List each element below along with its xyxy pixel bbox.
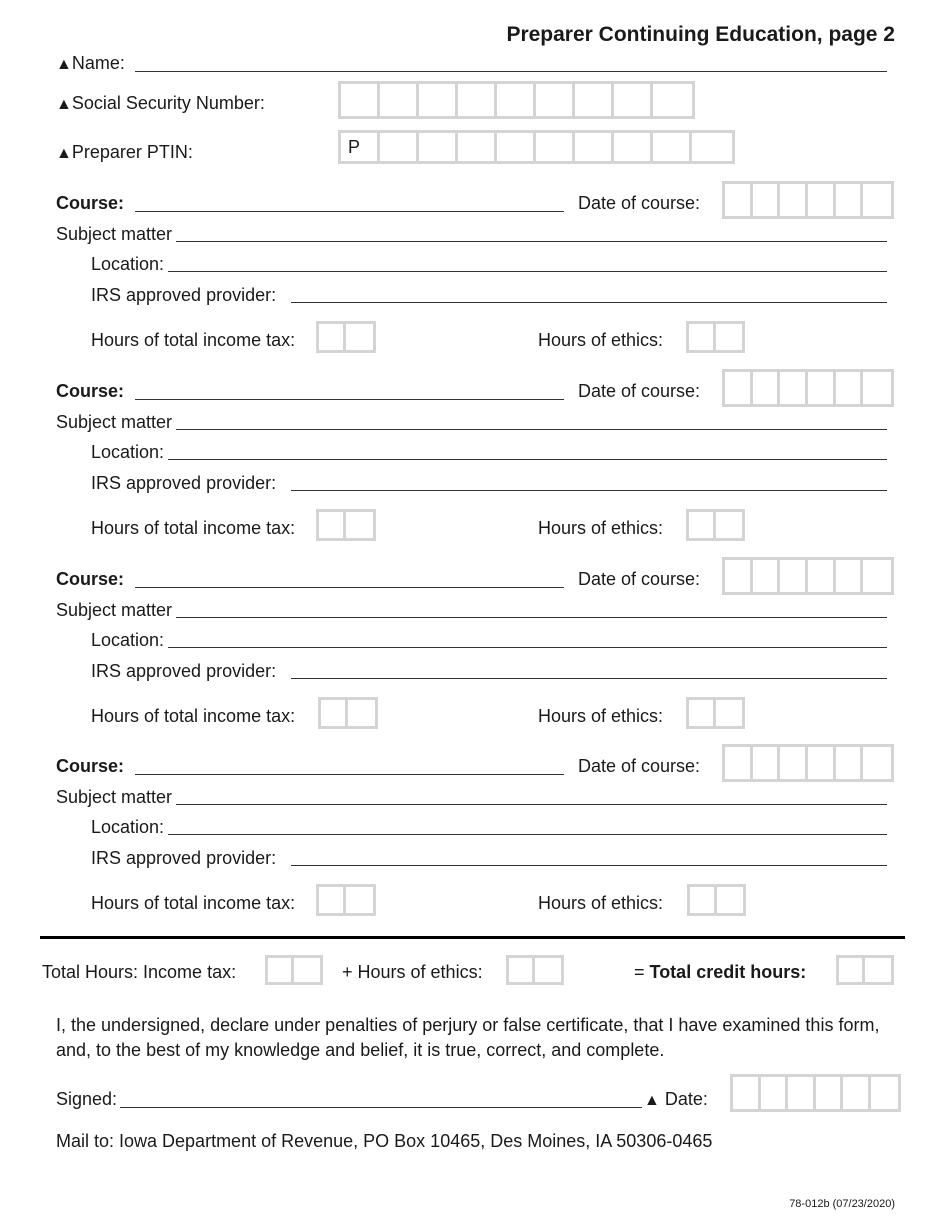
digit-cell[interactable] <box>808 372 836 404</box>
digit-cell[interactable] <box>836 747 864 779</box>
ssn-field[interactable] <box>338 81 695 119</box>
digit-cell[interactable] <box>346 512 373 538</box>
digit-cell[interactable] <box>780 372 808 404</box>
date-of-course-field[interactable] <box>722 557 894 595</box>
digit-cell[interactable] <box>808 747 836 779</box>
name-label-group <box>56 53 125 75</box>
digit-cell[interactable] <box>689 324 716 350</box>
ssn-digit[interactable] <box>341 84 380 116</box>
income-tax-hours-label: Hours of total income tax: <box>91 893 296 913</box>
location-label: Location: <box>91 254 165 274</box>
ssn-digit[interactable] <box>653 84 692 116</box>
date-of-course-label: Date of course: <box>578 569 701 589</box>
signature-date-label: Date: <box>664 1089 708 1109</box>
ptin-digit[interactable] <box>419 133 458 161</box>
digit-cell[interactable] <box>716 512 742 538</box>
ptin-digit[interactable] <box>497 133 536 161</box>
digit-cell[interactable] <box>753 747 781 779</box>
subject-matter-label: Subject matter <box>56 600 173 620</box>
provider-label: IRS approved provider: <box>91 661 277 681</box>
digit-cell[interactable] <box>346 887 373 913</box>
ptin-label-group <box>56 142 193 164</box>
subject-matter-label: Subject matter <box>56 412 173 432</box>
digit-cell[interactable] <box>863 560 891 592</box>
equals-sign: = <box>634 962 645 982</box>
ssn-label: Social Security Number: <box>71 93 265 113</box>
subject-matter-field[interactable] <box>176 617 887 618</box>
ptin-digit[interactable] <box>380 133 419 161</box>
digit-cell[interactable] <box>319 512 346 538</box>
course-name-field[interactable] <box>135 211 564 212</box>
location-label: Location: <box>91 817 165 837</box>
ethics-hours-label: Hours of ethics: <box>538 893 664 913</box>
signature-date-label-group <box>644 1089 708 1111</box>
date-of-course-field[interactable] <box>722 744 894 782</box>
digit-cell[interactable] <box>321 700 348 726</box>
name-field[interactable] <box>135 71 887 72</box>
location-field[interactable] <box>168 459 887 460</box>
digit-cell[interactable] <box>836 560 864 592</box>
section-divider <box>40 936 905 939</box>
ssn-digit[interactable] <box>419 84 458 116</box>
subject-matter-label: Subject matter <box>56 787 173 807</box>
provider-label: IRS approved provider: <box>91 848 277 868</box>
digit-cell[interactable] <box>808 560 836 592</box>
digit-cell[interactable] <box>780 747 808 779</box>
digit-cell[interactable] <box>863 184 891 216</box>
course-name-field[interactable] <box>135 774 564 775</box>
signature-date-field[interactable] <box>730 1074 901 1112</box>
ssn-digit[interactable] <box>458 84 497 116</box>
provider-field[interactable] <box>291 302 887 303</box>
total-credit-field[interactable] <box>836 955 894 985</box>
provider-field[interactable] <box>291 865 887 866</box>
digit-cell[interactable] <box>753 372 781 404</box>
ptin-prefix: P <box>341 133 380 161</box>
ssn-digit[interactable] <box>614 84 653 116</box>
location-field[interactable] <box>168 834 887 835</box>
required-marker-icon: ▲ <box>644 1092 660 1109</box>
ptin-digit[interactable] <box>692 133 731 161</box>
page-title: Preparer Continuing Education, page 2 <box>506 23 895 46</box>
location-label: Location: <box>91 630 165 650</box>
date-of-course-label: Date of course: <box>578 381 701 401</box>
digit-cell[interactable] <box>836 184 864 216</box>
digit-cell[interactable] <box>690 887 717 913</box>
location-field[interactable] <box>168 647 887 648</box>
digit-cell[interactable] <box>689 700 716 726</box>
ptin-field[interactable] <box>338 130 735 164</box>
course-label: Course: <box>56 193 125 213</box>
income-tax-hours-field[interactable] <box>316 509 376 541</box>
subject-matter-field[interactable] <box>176 804 887 805</box>
date-of-course-field[interactable] <box>722 181 894 219</box>
income-tax-hours-label: Hours of total income tax: <box>91 706 296 726</box>
location-label: Location: <box>91 442 165 462</box>
course-name-field[interactable] <box>135 399 564 400</box>
ptin-digit[interactable] <box>614 133 653 161</box>
subject-matter-field[interactable] <box>176 241 887 242</box>
digit-cell[interactable] <box>319 887 346 913</box>
digit-cell[interactable] <box>716 324 742 350</box>
digit-cell[interactable] <box>753 184 781 216</box>
ethics-hours-field[interactable] <box>686 321 745 353</box>
name-label: Name: <box>71 53 125 73</box>
date-of-course-label: Date of course: <box>578 756 701 776</box>
required-marker-icon: ▲ <box>56 96 72 113</box>
course-label: Course: <box>56 756 125 776</box>
subject-matter-label: Subject matter <box>56 224 173 244</box>
ethics-hours-field[interactable] <box>686 697 745 729</box>
digit-cell[interactable] <box>836 372 864 404</box>
digit-cell[interactable] <box>717 887 743 913</box>
mail-to-address: Mail to: Iowa Department of Revenue, PO Box 10465, Des Moines, IA 50306-0465 <box>56 1131 713 1151</box>
total-credit-label-group <box>634 962 806 982</box>
course-label: Course: <box>56 569 125 589</box>
digit-cell[interactable] <box>689 512 716 538</box>
total-credit-label: Total credit hours: <box>649 962 807 982</box>
date-of-course-label: Date of course: <box>578 193 701 213</box>
plus-ethics-label: + Hours of ethics: <box>342 962 483 982</box>
ssn-digit[interactable] <box>497 84 536 116</box>
digit-cell[interactable] <box>725 184 753 216</box>
digit-cell[interactable] <box>808 184 836 216</box>
income-tax-hours-label: Hours of total income tax: <box>91 330 296 350</box>
provider-field[interactable] <box>291 678 887 679</box>
ptin-digit[interactable] <box>536 133 575 161</box>
signed-label: Signed: <box>56 1089 118 1109</box>
ssn-digit[interactable] <box>536 84 575 116</box>
digit-cell[interactable] <box>780 560 808 592</box>
required-marker-icon: ▲ <box>56 56 72 73</box>
ssn-label-group <box>56 93 265 115</box>
digit-cell[interactable] <box>716 700 742 726</box>
digit-cell[interactable] <box>753 560 781 592</box>
declaration-text: I, the undersigned, declare under penalties of perjury or false certificate, that I have examined this form, and, to the best of my knowledge and belief, it is true, correct, and complete. <box>56 1015 880 1060</box>
digit-cell[interactable] <box>725 747 753 779</box>
ethics-hours-field[interactable] <box>687 884 746 916</box>
digit-cell[interactable] <box>725 372 753 404</box>
course-name-field[interactable] <box>135 587 564 588</box>
subject-matter-field[interactable] <box>176 429 887 430</box>
provider-label: IRS approved provider: <box>91 473 277 493</box>
digit-cell[interactable] <box>319 324 346 350</box>
signature-field[interactable] <box>120 1107 642 1108</box>
income-tax-hours-field[interactable] <box>316 884 376 916</box>
digit-cell[interactable] <box>348 700 375 726</box>
income-tax-hours-label: Hours of total income tax: <box>91 518 296 538</box>
total-ethics-field[interactable] <box>506 955 564 985</box>
ethics-hours-label: Hours of ethics: <box>538 706 664 726</box>
ssn-digit[interactable] <box>575 84 614 116</box>
provider-label: IRS approved provider: <box>91 285 277 305</box>
location-field[interactable] <box>168 271 887 272</box>
date-of-course-field[interactable] <box>722 369 894 407</box>
total-income-tax-label: Total Hours: Income tax: <box>42 962 237 982</box>
ethics-hours-label: Hours of ethics: <box>538 330 664 350</box>
provider-field[interactable] <box>291 490 887 491</box>
income-tax-hours-field[interactable] <box>318 697 378 729</box>
required-marker-icon: ▲ <box>56 145 72 162</box>
digit-cell[interactable] <box>725 560 753 592</box>
ethics-hours-label: Hours of ethics: <box>538 518 664 538</box>
digit-cell[interactable] <box>780 184 808 216</box>
ptin-label: Preparer PTIN: <box>71 142 193 162</box>
form-number: 78-012b (07/23/2020) <box>789 1198 895 1210</box>
ethics-hours-field[interactable] <box>686 509 745 541</box>
course-label: Course: <box>56 381 125 401</box>
ptin-digit[interactable] <box>653 133 692 161</box>
digit-cell[interactable] <box>863 747 891 779</box>
income-tax-hours-field[interactable] <box>316 321 376 353</box>
digit-cell[interactable] <box>346 324 373 350</box>
ssn-digit[interactable] <box>380 84 419 116</box>
digit-cell[interactable] <box>863 372 891 404</box>
total-income-tax-field[interactable] <box>265 955 323 985</box>
ptin-digit[interactable] <box>458 133 497 161</box>
ptin-digit[interactable] <box>575 133 614 161</box>
